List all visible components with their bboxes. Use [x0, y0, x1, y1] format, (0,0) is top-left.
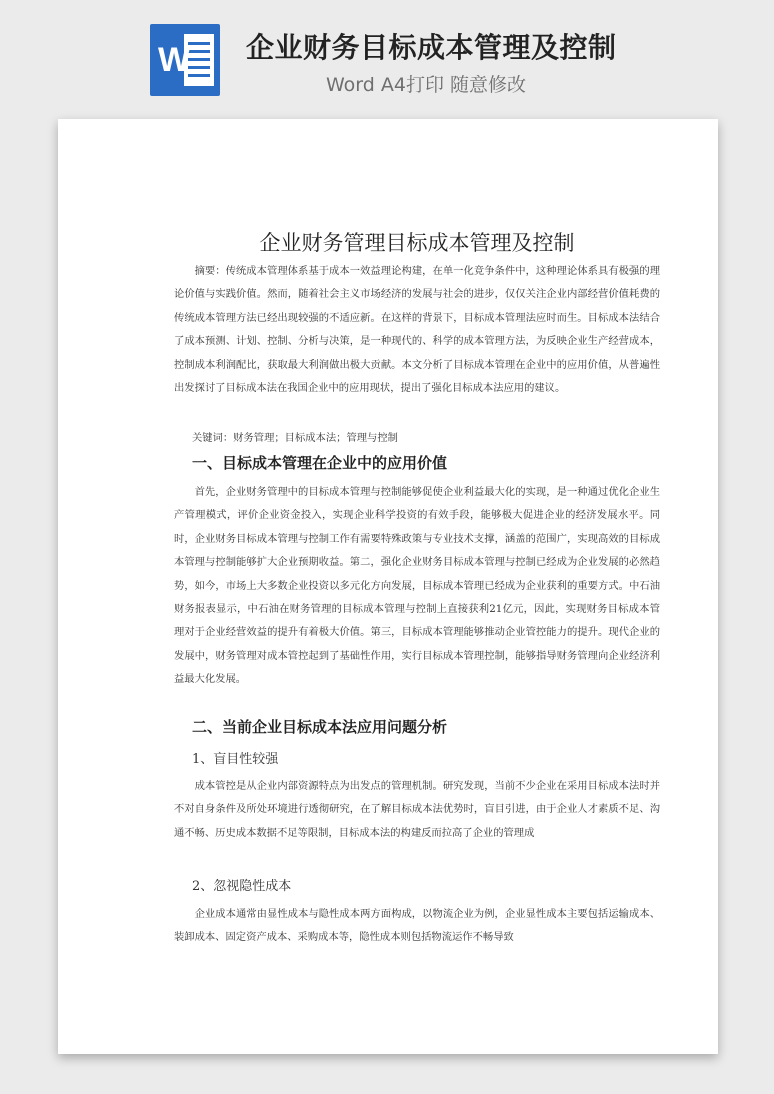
document-page — [58, 119, 718, 1054]
section-1-paragraph: 首先，企业财务管理中的目标成本管理与控制能够促使企业利益最大化的实现，是一种通过优化企业生产管理模式，评价企业资金投入，实现企业科学投资的有效手段，能够极大促进企业的经济发展水平。同时，企业财务目标成本管理与控制工作有需要特殊政策与专业技术支撑，涵盖的范围广，实现高效的目标成本管理与控制能够扩大企业预期收益。第二，强化企业财务目标成本管理与控制已经成为企业发展的必然趋势，如今，市场上大多数企业投资以多元化方向发展，目标成本管理已经成为企业获利的重要方式。中石油财务报表显示，中石油在财务管理的目标成本管理与控制上直接获利21亿元，因此，实现财务目标成本管理对于企业经营效益的提升有着极大价值。第三，目标成本管理能够推动企业管控能力的提升。现代企业的发展中，财务管理对成本管控起到了基础性作用，实行目标成本管理控制，能够指导财务管理向企业经济利益最大化发展。 — [174, 486, 660, 686]
subsection-1-paragraph: 成本管控是从企业内部资源特点为出发点的管理机制。研究发现，当前不少企业在采用目标成本法时并不对自身条件及所处环境进行透彻研究，在了解目标成本法优势时，盲目引进，由于企业人才素质不足、沟通不畅、历史成本数据不足等限制，目标成本法的构建反而拉高了企业的管理成 — [174, 780, 660, 839]
word-doc-icon — [150, 24, 220, 96]
document-title: 企业财务管理目标成本管理及控制 — [259, 231, 575, 255]
header-title: 企业财务目标成本管理及控制 — [246, 31, 617, 64]
subsection-1-heading: 1、盲目性较强 — [192, 752, 279, 767]
section-1-heading: 一、目标成本管理在企业中的应用价值 — [192, 454, 448, 472]
section-2-heading: 二、当前企业目标成本法应用问题分析 — [192, 718, 448, 736]
abstract-paragraph: 摘要：传统成本管理体系基于成本一效益理论构建，在单一化竞争条件中，这种理论体系具有极强的理论价值与实践价值。然而，随着社会主义市场经济的发展与社会的进步，仅仅关注企业内部经营价值耗费的传统成本管理方法已经出现较强的不适应新。在这样的背景下，目标成本管理法应时而生。目标成本法结合了成本预测、计划、控制、分析与决策，是一种现代的、科学的成本管理方法，为反映企业生产经营成本，控制成本利润配比，获取最大利润做出极大贡献。本文分析了目标成本管理在企业中的应用价值，从普遍性出发探讨了目标成本法在我国企业中的应用现状，提出了强化目标成本法应用的建议。 — [174, 265, 660, 395]
subsection-2-heading: 2、忽视隐性成本 — [192, 879, 292, 894]
subsection-2-paragraph: 企业成本通常由显性成本与隐性成本两方面构成，以物流企业为例，企业显性成本主要包括运输成本、装卸成本、固定资产成本、采购成本等，隐性成本则包括物流运作不畅导致 — [174, 908, 660, 944]
header-subtitle: Word A4打印 随意修改 — [326, 74, 527, 96]
page-header — [0, 0, 774, 118]
word-icon-letter: W — [158, 41, 191, 79]
keywords-line: 关键词：财务管理；目标成本法；管理与控制 — [192, 432, 398, 444]
